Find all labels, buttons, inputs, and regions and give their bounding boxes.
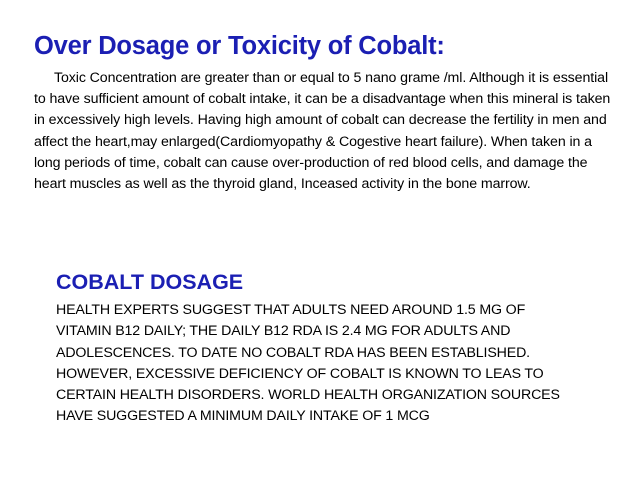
dosage-line: VITAMIN B12 DAILY; THE DAILY B12 RDA IS 2.4 MG FOR ADULTS AND <box>56 323 511 340</box>
dosage-line: HEALTH EXPERTS SUGGEST THAT ADULTS NEED AROUND 1.5 MG OF <box>56 302 526 318</box>
dosage-line: HOWEVER, EXCESSIVE DEFICIENCY OF COBALT IS KNOWN TO LEAS TO <box>56 365 544 382</box>
dosage-text <box>56 300 616 428</box>
dosage-line: HAVE SUGGESTED A MINIMUM DAILY INTAKE OF 1 MCG <box>56 408 430 425</box>
toxicity-paragraph: Toxic Concentration are greater than or equal to 5 nano grame /ml. Although it is essential to have sufficient amount of cobalt intake, it can be a disadvantage when this mineral is taken in excessively high levels. Having high amount of cobalt can decrease the fertility in men and affect the heart,may enlarged(Cardiomyopathy & Cogestive heart failure). When taken in a long periods of time, cobalt can cause over-production of red blood cells, and damage the heart muscles as well as the thyroid gland, Inceased activity in the bone marrow. <box>34 70 611 193</box>
dosage-line: ADOLESCENCES. TO DATE NO COBALT RDA HAS BEEN ESTABLISHED. <box>56 344 530 361</box>
slide-title: Over Dosage or Toxicity of Cobalt: <box>34 32 445 60</box>
cobalt-dosage-heading: COBALT DOSAGE <box>56 270 244 294</box>
dosage-line: CERTAIN HEALTH DISORDERS. WORLD HEALTH ORGANIZATION SOURCES <box>56 387 560 404</box>
